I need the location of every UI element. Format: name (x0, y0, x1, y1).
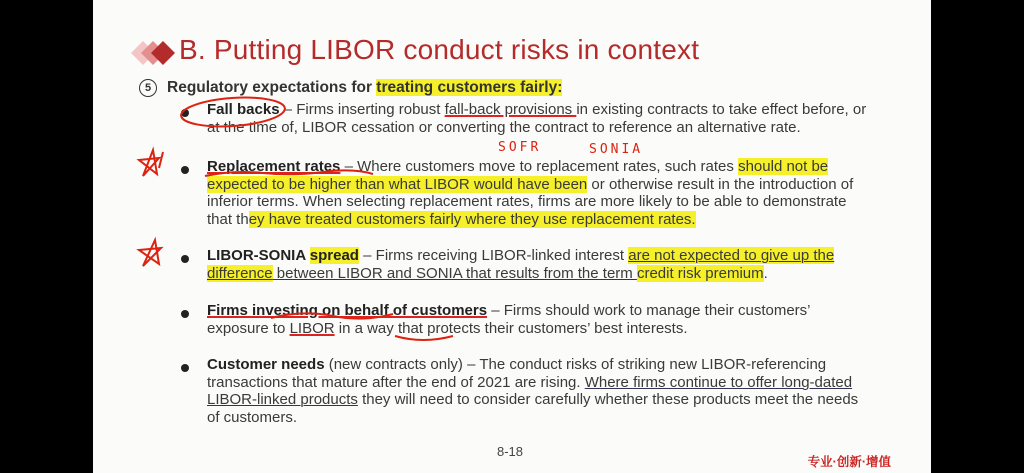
bullet-text: between LIBOR and SONIA that results from the term (272, 264, 637, 282)
underlined-text: LIBOR (289, 319, 335, 337)
bullet-term: Fall backs (207, 101, 280, 118)
bullet-text: in a way that protects their customers’ best interests. (334, 319, 688, 337)
slide-title: B. Putting LIBOR conduct risks in context (179, 34, 700, 65)
handwritten-note-sofr: SOFR (498, 140, 542, 155)
highlighted-text: ey have treated customers fairly where they use replacement rates. (248, 210, 696, 228)
subheading-highlight: treating customers fairly: (376, 79, 563, 96)
bullet-term: Replacement rates (207, 158, 341, 175)
list-item-firms-investing (207, 302, 867, 337)
star-mark-icon (139, 150, 163, 176)
bullet-text: – Firms inserting robust (279, 101, 445, 118)
list-item-fall-backs (207, 101, 867, 136)
footer-brand: 专业·创新·增值 (807, 455, 891, 469)
underlined-text: Where firms continue to offer long-dated LIBOR-linked products (207, 373, 853, 408)
highlighted-text: should not be expected to be higher than what LIBOR would have been (207, 158, 829, 193)
slide (93, 0, 931, 473)
bullet-text: . (763, 264, 768, 282)
list-item-libor-sonia-spread (207, 247, 867, 282)
page-number: 8-18 (497, 444, 524, 459)
bullet-term: Firms investing on behalf of customers (207, 302, 488, 319)
subheading (139, 79, 562, 97)
bullet-text: – Where customers move to replacement rates, such rates (340, 158, 739, 175)
diamond-bullet-icon (113, 28, 177, 78)
star-mark-icon (139, 240, 161, 266)
subheading-number: 5 (139, 79, 157, 97)
bullet-text: – Firms receiving LIBOR-linked interest (358, 247, 629, 264)
handwritten-note-sonia: SONIA (589, 142, 644, 157)
list-item-customer-needs (207, 356, 867, 426)
bullet-text: – Firms should work to manage their customers’ exposure to (207, 302, 810, 337)
list-item-replacement-rates (207, 158, 867, 228)
bullet-term: LIBOR-SONIA (207, 247, 310, 264)
highlighted-text: credit risk premium (636, 264, 764, 282)
underlined-text: fall-back provisions (444, 101, 577, 118)
bullet-term: Customer needs (207, 356, 325, 373)
subheading-text: Regulatory expectations for (167, 79, 377, 96)
bullet-text: in existing contracts to take effect before, or at the time of, LIBOR cessation or converting the contract to reference an alternative rate. (207, 101, 867, 136)
highlighted-text: are not expected to give up the difference (207, 247, 835, 282)
bullet-text: or otherwise result in the introduction of inferior terms. When selecting replacement rates, firms are more likely to be able to demonstrate that th (207, 175, 854, 228)
highlighted-term: spread (309, 247, 359, 264)
bullet-text: (new contracts only) – The conduct risks of striking new LIBOR-referencing transactions that mature after the end of 2021 are rising. (207, 356, 827, 391)
bullet-text: they will need to consider carefully whether these products meet the needs of customers. (207, 391, 859, 426)
